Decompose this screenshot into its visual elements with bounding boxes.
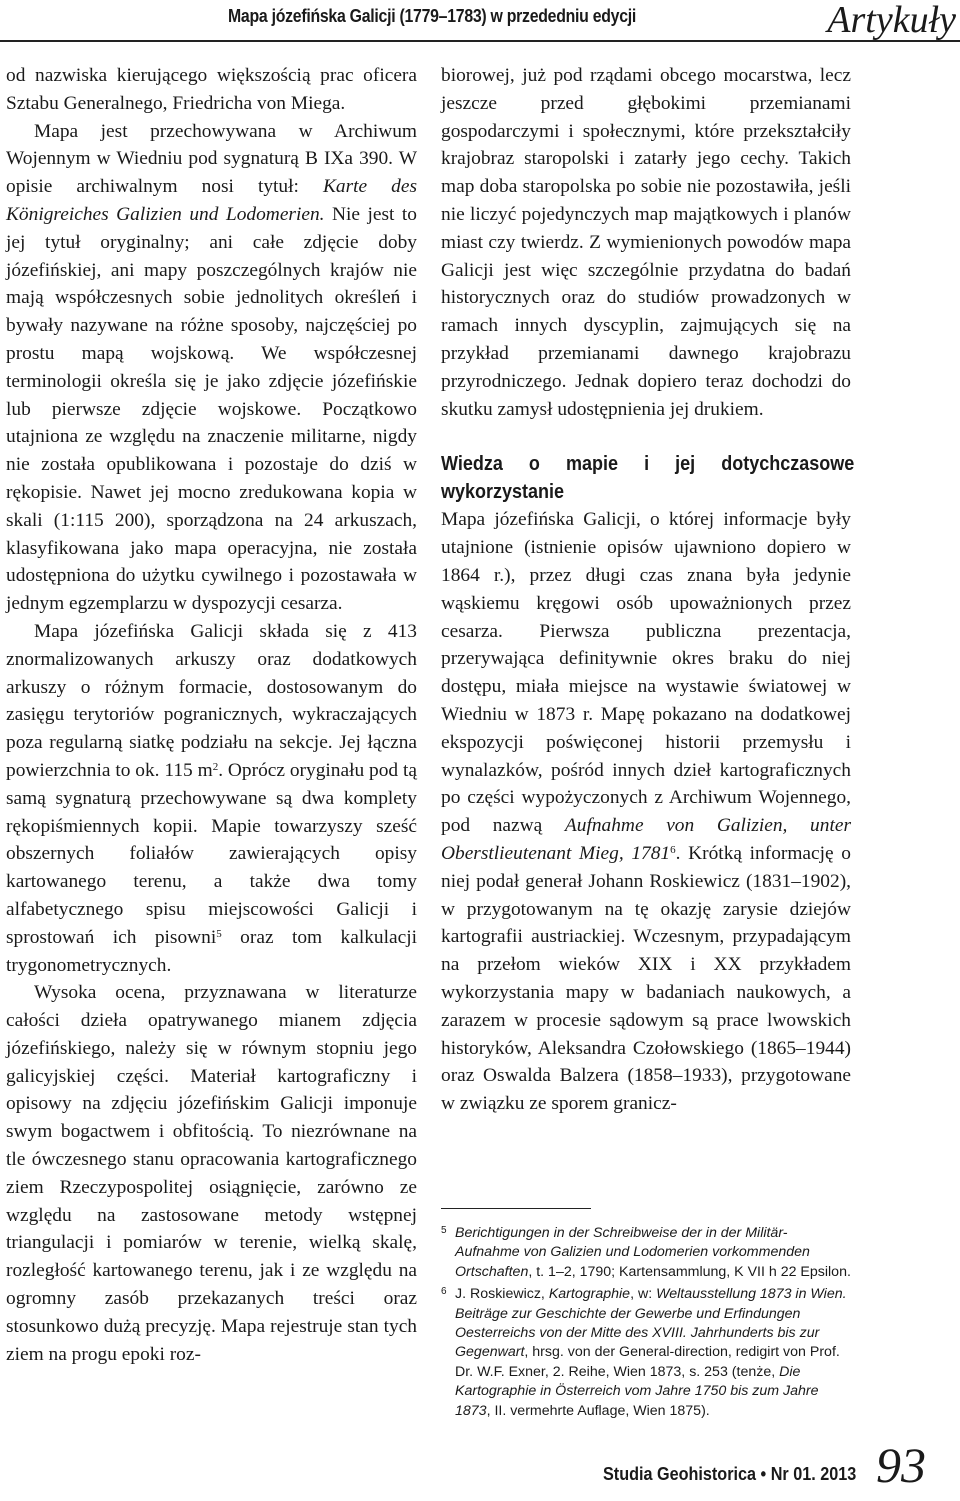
running-title: Mapa józefińska Galicji (1779–1783) w przededniu edycji (228, 6, 637, 26)
footnote-5: 5 Berichtigungen in der Schreibweise der in der Militär-Aufnahme von Galizien und Lodomerien vorkommenden Ortschaften, t. 1–2, 1790; Kartensammlung, K VII h 22 Epsilon. (441, 1225, 851, 1280)
map-archival-title: Karte des Königreiches Galizien und Lodomerien. (6, 176, 417, 225)
footnotes (441, 1224, 851, 1424)
paragraph: od nazwiska kierującego większością prac oficera Sztabu Generalnego, Friedricha von Miega. (6, 65, 417, 114)
footnote-rule (441, 1208, 591, 1209)
paragraph: Mapa jest przechowywana w Archiwum Wojennym w Wiedniu pod sygnaturą B IXa 390. W opisie archiwalnym nosi tytuł: Karte des Königreiches Galizien und Lodomerien. Nie jest to jej tytuł oryginalny; ani całe zdjęcie doby józefińskiej, ani mapy poszczególnych krajów nie mają współczesnych sobie jednolitych określeń i bywały nazywane na różne sposoby, najczęściej po prostu mapą wojskową. We współczesnej terminologii określa się je jako zdjęcie józefińskie lub pierwsze zdjęcie wojskowe. Początkowo utajniona ze względu na znaczenie militarne, nigdy nie została opublikowana i pozostaje do dziś w rękopisie. Nawet jej mocno zredukowana kopia w skali (1:115 200), sporządzona na 24 arkuszach, klasyfikowana jako mapa operacyjna, nie została udostępniona do użytku cywilnego i pozostawała w jednym egzemplarzu w dyspozycji cesarza. (6, 120, 417, 615)
header-rule (0, 40, 960, 42)
footnote-6: 6 J. Roskiewicz, Kartographie, w: Weltausstellung 1873 in Wien. Beiträge zur Geschichte der Gewerbe und Erfindungen Oesterreichs von der Mitte des XVIII. Jahrhunderts bis zur Gegenwart, hrsg. von der General-direction, redigirt von Prof. Dr. W.F. Exner, 2. Reihe, Wien 1873, s. 253 (tenże, Die Kartographie in Österreich vom Jahre 1750 bis zum Jahre 1873, II. vermehrte Auflage, Wien 1875). (441, 1286, 847, 1419)
footnote-ref-5: 5 (216, 927, 222, 940)
paragraph: Mapa józefińska Galicji, o której informacje były utajnione (istnienie opisów ujawniono dopiero w 1864 r.), przez długi czas znana była jedynie wąskiemu kręgowi osób upoważnionych przez cesarza. Pierwsza publiczna prezentacja, przerywająca definitywnie okres braku do niej dostępu, miała miejsce na wystawie światowej w Wiedniu w 1873 r. Mapę pokazano na dodatkowej ekspozycji poświęconej historii przemysłu i wynalazków, pośród innych dzieł kartograficznych po części wypożyczonych z Archiwum Wojennego, pod nazwą Aufnahme von Galizien, unter Oberstlieutenant Mieg, 1781$^6$. Krótką informację o niej podał generał Johann Roskiewicz (1831–1902), w przygotowanym na tę okazję zarysie dziejów kartografii austriackiej. Wczesnym, przypadającym na przełom wieków XIX i XX przykładem wykorzystania mapy w badaniach naukowych, a zarazem w procesie sądowym są prace lwowskich historyków, Aleksandra Czołowskiego (1865–1944) oraz Oswalda Balzera (1858–1933), przygotowane w związku ze sporem granicz- (441, 509, 852, 1115)
section-subheading: Wiedza o mapie i jej dotychczasowe wykorzystanie (441, 453, 855, 504)
section-label: Artykuły (827, 0, 956, 41)
exhibition-title: Aufnahme von Galizien, unter Oberstlieutenant Mieg, 1781 (441, 815, 851, 864)
superscript: 2 (212, 760, 219, 773)
right-column (441, 62, 855, 1118)
footnote-ref-6: 6 (670, 843, 676, 856)
journal-footer: Studia Geohistorica • Nr 01. 2013 (603, 1464, 857, 1484)
paragraph: Mapa józefińska Galicji składa się z 413 znormalizowanych arkuszy oraz dodatkowych arkuszy o różnym formacie, dostosowanym do zasięgu terytoriów pogranicznych, wykraczających poza regularną siatkę podziału na sekcje. Jej łączna powierzchnia to ok. 115 $m^2$. Oprócz oryginału pod tą samą sygnaturą przechowywane są dwa komplety rękopiśmiennych kopii. Mapie towarzyszy sześć obszernych foliałów zawierających opisy kartowanego terenu, a także dwa tomy alfabetycznego spisu miejscowości Galicji i sprostowań ich pisowni$^5$ oraz tom kalkulacji trygonometrycznych. (6, 620, 418, 976)
left-column (6, 62, 417, 1368)
page-number: 93 (876, 1437, 926, 1493)
paragraph: biorowej, już pod rządami obcego mocarstwa, lecz jeszcze przed głębokimi przemianami gospodarczymi i społecznymi, które przekształciły krajobraz staropolski i zatarły jego cechy. Takich map doba staropolska po sobie nie pozostawiła, jeśli nie liczyć pojedynczych map majątkowych i planów miast czy twierdz. Z wymienionych powodów mapa Galicji jest więc szczególnie przydatna do badań historycznych oraz do studiów prowadzonych w ramach innych dyscyplin, zajmujących się na przykład przemianami dawnego krajobrazu przyrodniczego. Jednak dopiero teraz dochodzi do skutku zamysł udostępnienia jej drukiem. (441, 65, 851, 420)
paragraph: Wysoka ocena, przyznawana w literaturze całości dzieła opatrywanego mianem zdjęcia józefińskiego, należy się w równym stopniu jego galicyjskiej części. Materiał kartograficzny i opisowy na zdjęciu józefińskim Galicji imponuje swym bogactwem i obfitością. To niezrównane na tle ówczesnego stanu opracowania kartograficznego ziem Rzeczypospolitej osiągnięcie, zarówno ze względu na zastosowane metody wstępnej triangulacji i pomiarów w terenie, wielką skalę, rozległość kartowanego terenu, jak i ze względu na ogromny zasób przekazanych treści oraz stosunkowo dużą precyzję. Mapa rejestruje stan tych ziem na progu epoki roz- (6, 982, 417, 1365)
